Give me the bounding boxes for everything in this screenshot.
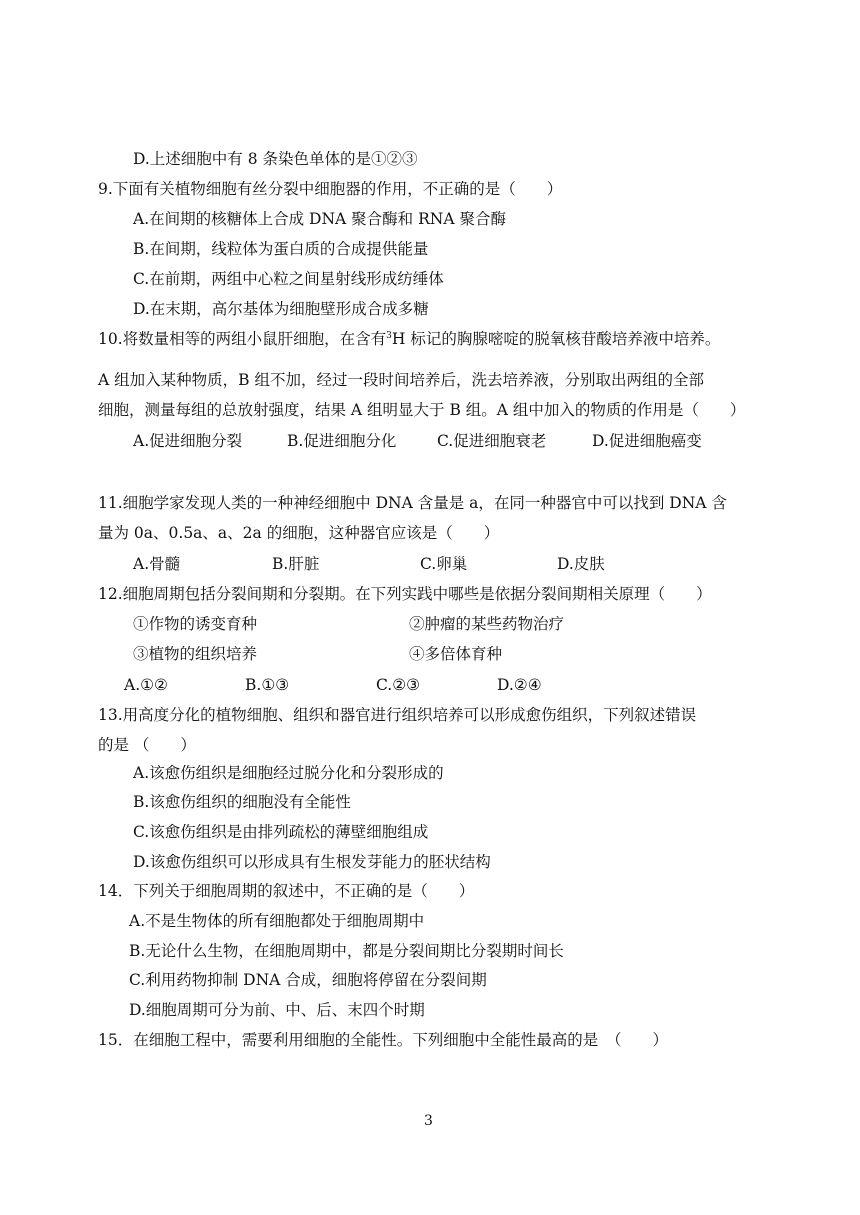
q12-option-a: A.①② [124,676,168,694]
q14-option-c: C.利用药物抑制 DNA 合成，细胞将停留在分裂间期 [129,971,487,989]
q10-option-c: C.促进细胞衰老 [437,432,547,450]
q9-stem: 9.下面有关植物细胞有丝分裂中细胞器的作用，不正确的是（ ） [98,180,563,198]
q13-option-a: A.该愈伤组织是细胞经过脱分化和分裂形成的 [133,764,444,782]
q8-option-d: D.上述细胞中有 8 条染色单体的是①②③ [133,150,418,168]
q10-stem-line1 [98,329,720,349]
q9-option-d: D.在末期，高尔基体为细胞壁形成合成多糖 [133,300,429,318]
q9-option-c: C.在前期，两组中心粒之间星射线形成纺缍体 [133,270,444,288]
q11-option-d: D.皮肤 [557,555,605,573]
q13-stem-line2: 的是 （ ） [98,736,196,754]
q11-stem-line2: 量为 0a、0.5a、a、2a 的细胞，这种器官应该是（ ） [98,524,500,542]
q10-stem-line1-post: H 标记的胸腺嘧啶的脱氧核苷酸培养液中培养。 [391,330,721,348]
page-number: 3 [424,1113,433,1129]
q10-option-a: A.促进细胞分裂 [133,432,243,450]
q11-option-b: B.肝脏 [272,555,320,573]
q13-stem-line1: 13.用高度分化的植物细胞、组织和器官进行组织培养可以形成愈伤组织，下列叙述错误 [98,706,697,724]
q12-item-2: ②肿瘤的某些药物治疗 [409,615,565,633]
q12-option-b: B.①③ [245,676,290,694]
q10-stem-line3: 细胞，测量每组的总放射强度，结果 A 组明显大于 B 组。A 组中加入的物质的作用是（ ） [98,401,746,419]
q10-stem-line2: A 组加入某种物质，B 组不加，经过一段时间培养后，洗去培养液，分别取出两组的全部 [98,371,704,389]
q13-option-d: D.该愈伤组织可以形成具有生根发芽能力的胚状结构 [133,853,491,871]
q14-option-b: B.无论什么生物，在细胞周期中，都是分裂间期比分裂期时间长 [129,942,564,960]
q9-option-a: A.在间期的核糖体上合成 DNA 聚合酶和 RNA 聚合酶 [133,210,506,228]
q10-superscript: 3 [386,331,392,341]
q9-option-b: B.在间期，线粒体为蛋白质的合成提供能量 [133,240,429,258]
q10-stem-line1-pre: 10.将数量相等的两组小鼠肝细胞，在含有 [98,330,387,348]
q13-option-c: C.该愈伤组织是由排列疏松的薄壁细胞组成 [133,823,429,841]
q11-stem-line1: 11.细胞学家发现人类的一种神经细胞中 DNA 含量是 a，在同一种器官中可以找到 DNA 含 [98,494,727,512]
q14-option-a: A.不是生物体的所有细胞都处于细胞周期中 [129,912,425,930]
q12-stem: 12.细胞周期包括分裂间期和分裂期。在下列实践中哪些是依据分裂间期相关原理（ ） [98,585,712,603]
q14-stem: 14．下列关于细胞周期的叙述中，不正确的是（ ） [98,882,475,900]
q12-item-1: ①作物的诱变育种 [133,615,258,633]
q12-option-c: C.②③ [376,676,421,694]
q11-option-a: A.骨髓 [133,555,181,573]
q11-option-c: C.卵巢 [420,555,468,573]
q12-item-4: ④多倍体育种 [409,645,503,663]
q10-option-d: D.促进细胞癌变 [592,432,702,450]
q10-option-b: B.促进细胞分化 [287,432,397,450]
q12-option-d: D.②④ [497,676,542,694]
q12-item-3: ③植物的组织培养 [133,645,258,663]
q15-stem: 15．在细胞工程中，需要利用细胞的全能性。下列细胞中全能性最高的是 （ ） [98,1031,668,1049]
q13-option-b: B.该愈伤组织的细胞没有全能性 [133,793,351,811]
q14-option-d: D.细胞周期可分为前、中、后、末四个时期 [129,1001,425,1019]
